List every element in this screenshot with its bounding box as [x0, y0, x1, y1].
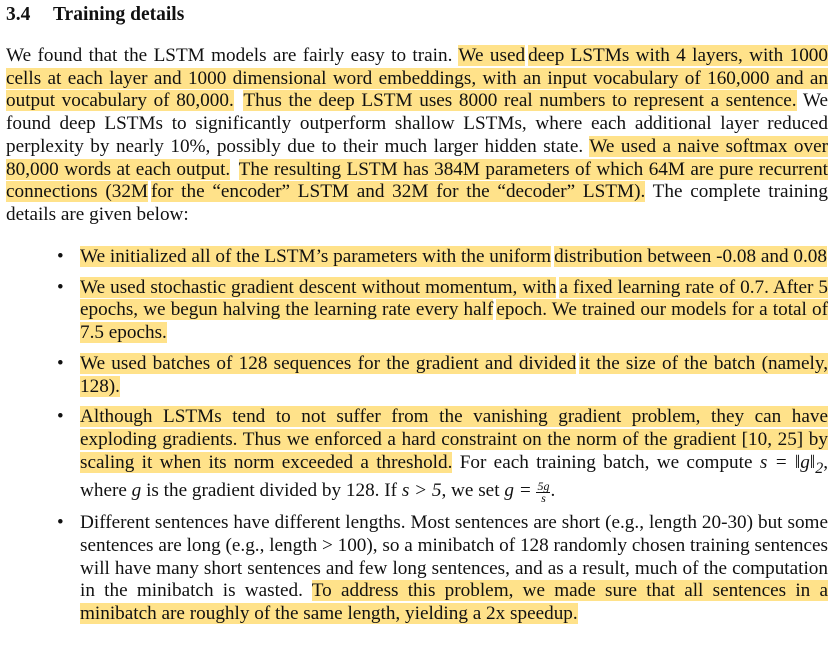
math-expression: g = — [504, 480, 532, 502]
intro-paragraph — [6, 45, 828, 227]
highlight-span[interactable]: it the size of the batch (namely, 128). — [80, 352, 829, 397]
highlight-span[interactable]: Thus the deep LSTM uses 8000 real numbers to represent a sentence. — [243, 90, 797, 112]
intro-sentence: We found that the LSTM models are fairly easy to train. — [6, 45, 453, 66]
math-norm: s = ‖g‖ — [759, 451, 816, 473]
bullet-icon: • — [57, 276, 64, 298]
highlight-span[interactable]: Although LSTMs tend to not suffer from the vanishing gradient problem, they can have exploding gradients. Thus we enforced a hard constraint on the norm of the gradient [10, 25] by scaling it when its norm exceeded a threshold. — [80, 406, 828, 473]
body-text: For each training batch, we compute — [459, 451, 753, 473]
body-text: , we set — [441, 480, 500, 502]
list-item — [0, 277, 828, 345]
bullet-icon: • — [57, 352, 64, 374]
highlight-span[interactable]: a fixed learning rate of 0.7. After 5 epochs, we begun halving the learning rate every half — [80, 276, 829, 321]
bullet-icon: • — [57, 512, 64, 534]
fraction-denominator: s — [541, 491, 546, 506]
fraction-numerator: 5g — [537, 479, 550, 494]
highlight-span[interactable]: To address this problem, we made sure that all sentences in a minibatch are roughly of the same length, yielding a 2x speedup. — [80, 580, 829, 624]
highlight-span[interactable]: We used a naive softmax over 80,000 words at each output. — [6, 135, 828, 180]
intro-sentence: We found deep LSTMs to significantly outperform shallow LSTMs, where each additional layer reduced perplexity by nearly 10%, possibly due to their much larger hidden state. — [6, 90, 829, 157]
body-text: is the gradient divided by 128. If — [146, 480, 398, 502]
section-number: 3.4 — [6, 4, 31, 25]
highlight-span[interactable]: distribution between -0.08 and 0.08 — [554, 246, 827, 267]
intro-sentence: The complete training details are given below: — [6, 181, 828, 225]
bullet-icon: • — [57, 246, 64, 267]
list-item — [0, 512, 828, 626]
training-details-list — [0, 246, 837, 634]
list-item — [0, 353, 828, 398]
body-text: . — [550, 480, 556, 502]
highlight-span[interactable]: We used — [458, 45, 526, 66]
section-heading — [6, 3, 184, 27]
list-item — [0, 406, 828, 504]
highlight-span[interactable]: epoch. We trained our models for a total of 7.5 epochs. — [80, 299, 828, 344]
highlight-span[interactable]: for the “encoder” LSTM and 32M for the “decoder” LSTM). — [151, 181, 646, 203]
section-title: Training details — [53, 4, 185, 25]
math-expression — [759, 451, 824, 477]
list-item — [0, 246, 828, 269]
math-subscript: 2 — [815, 459, 824, 477]
math-expression: s > 5 — [401, 480, 442, 502]
highlight-span[interactable]: We used batches of 128 sequences for the gradient and divided — [80, 352, 577, 374]
math-fraction — [536, 481, 550, 504]
highlight-span[interactable]: The resulting LSTM has 384M parameters of which 64M are pure recurrent connections (32M — [6, 158, 828, 203]
highlight-span[interactable]: We used stochastic gradient descent without momentum, with — [80, 276, 557, 298]
math-variable: g — [131, 480, 142, 502]
highlight-span[interactable]: deep LSTMs with 4 layers, with 1000 cells at each layer and 1000 dimensional word embeddings, with an input vocabulary of 160,000 and an output vocabulary of 80,000. — [6, 45, 828, 112]
highlight-span[interactable]: We initialized all of the LSTM’s parameters with the uniform — [80, 246, 552, 267]
bullet-icon: • — [57, 406, 64, 428]
body-text: Different sentences have different lengths. Most sentences are short (e.g., length 20-30) but some sentences are long (e.g., length > 100), so a minibatch of 128 randomly chosen training sentences will have many short sentences and few long sentences, and as a result, much of the computation in the minibatch is wasted. — [80, 512, 828, 602]
body-text: , where — [80, 451, 828, 502]
